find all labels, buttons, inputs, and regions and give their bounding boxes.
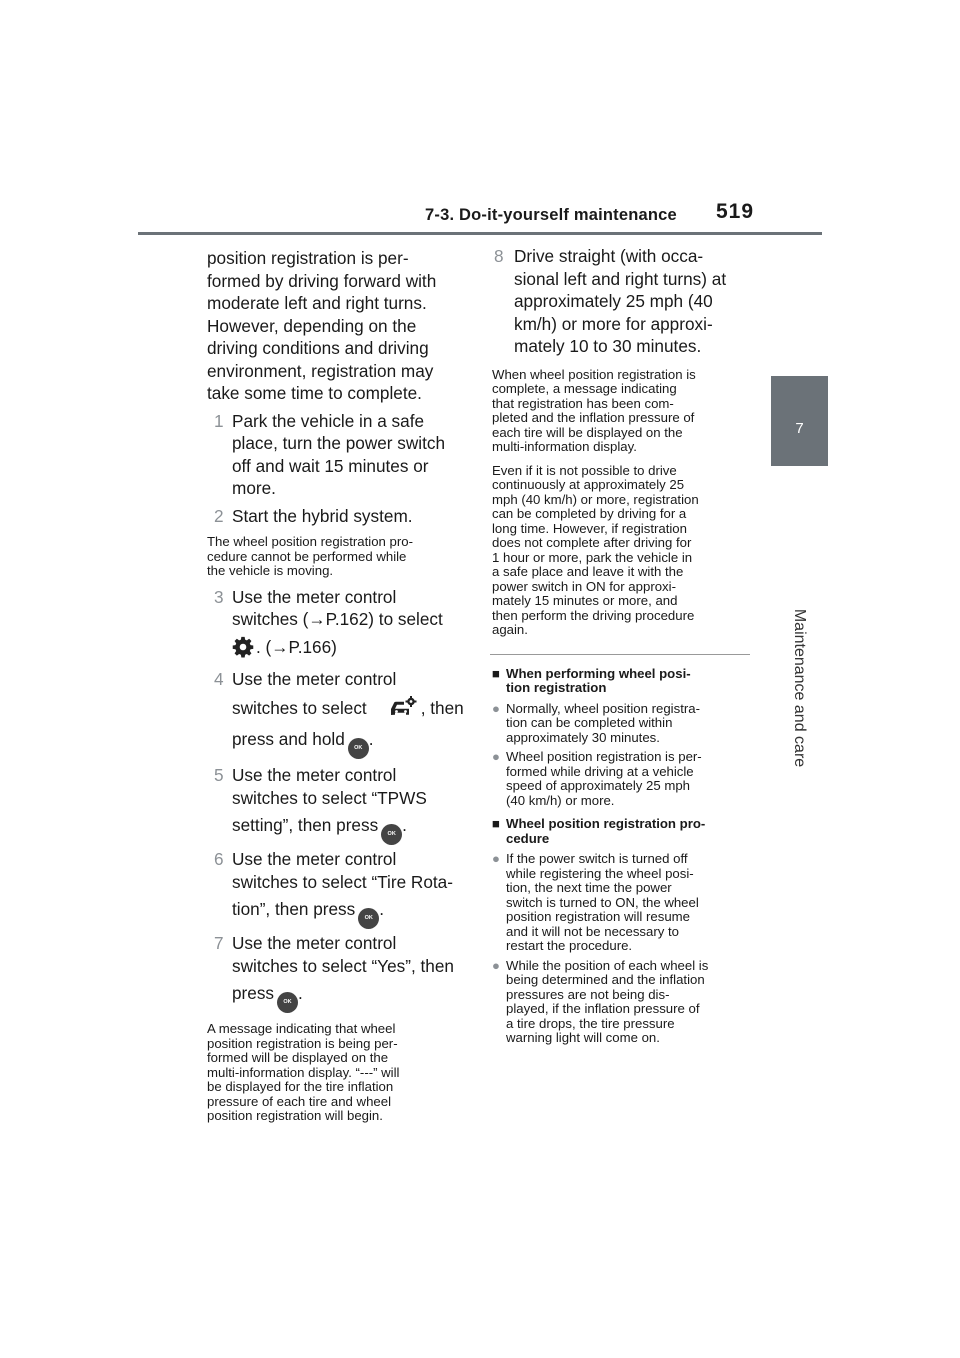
chapter-number: 7 (795, 420, 804, 437)
circle-bullet-icon: ● (492, 851, 500, 866)
step-number: 1 (214, 410, 224, 431)
bullet-item: ● Normally, wheel position registra- tion can be completed within approximately 30 minutes. (492, 700, 700, 745)
right-column (492, 245, 750, 1046)
step-5: 5 Use the meter control switches to select “TPWS setting”, then press OK . (207, 764, 469, 845)
section-heading-performing: ■ When performing wheel posi- tion registration (492, 665, 691, 695)
step-number: 2 (214, 505, 224, 526)
step-8: 8 Drive straight (with occa- sional left and right turns) at approximately 25 mph (40 km/h) or more for approxi- mately 10 to 30 minutes. (494, 246, 727, 356)
header-rule (138, 232, 822, 235)
square-bullet-icon: ■ (492, 665, 500, 681)
step-number: 4 (214, 669, 224, 689)
section-title: 7-3. Do-it-yourself maintenance (425, 206, 677, 224)
car-settings-icon (389, 696, 417, 724)
note-long-drive: Even if it is not possible to drive continuously at approximately 25 mph (40 km/h) or more, registration can be completed by driving for a long time. However, if registration does not complete after driving for 1 hour or more, park the vehicle in a safe place and leave it with the power switch in ON for approxi- mately 15 minutes or more, and then perform the driving procedure again. (492, 462, 699, 637)
step-2: 2 Start the hybrid system. (214, 505, 413, 526)
ok-button-icon: OK (381, 824, 402, 845)
step-number: 5 (214, 765, 224, 785)
section-divider (490, 654, 750, 655)
step-number: 8 (494, 246, 504, 266)
note-moving: The wheel position registration pro- cedure cannot be performed while the vehicle is moving. (207, 534, 413, 578)
bullet-item: ● If the power switch is turned off while registering the wheel posi- tion, the next time the power switch is turned to ON, the wheel position registration will resume and it will not be necessary to restart the procedure. (492, 851, 699, 953)
step-number: 6 (214, 849, 224, 869)
note-registration-begins: A message indicating that wheel position registration is being per- formed will be displayed on the multi-information display. “---” will be displayed for the tire inflation pressure of each tire and wheel position registration will begin. (207, 1021, 400, 1123)
bullet-item: ● While the position of each wheel is being determined and the inflation pressures are not being dis- played, if the inflation pressure of a tire drops, the tire pressure warning light will come on. (492, 957, 709, 1045)
step-number: 7 (214, 933, 224, 953)
note-complete: When wheel position registration is complete, a message indicating that registration has been com- pleted and the inflation pressure of each tire will be displayed on the multi-information display. (492, 366, 696, 454)
step-7: 7 Use the meter control switches to select “Yes”, then press OK . (207, 932, 469, 1013)
section-heading-procedure: ■ Wheel position registration pro- cedure (492, 816, 706, 846)
ok-button-icon: OK (358, 908, 379, 929)
step-1: 1 Park the vehicle in a safe place, turn the power switch off and wait 15 minutes or more. (214, 410, 446, 498)
circle-bullet-icon: ● (492, 749, 500, 764)
ok-button-icon: OK (348, 738, 369, 759)
step-number: 3 (214, 586, 224, 607)
square-bullet-icon: ■ (492, 816, 500, 831)
intro-paragraph: position registration is per- formed by driving forward with moderate left and right turns. However, depending on the driving conditions and driving environment, registration may take some time to complete. (207, 248, 437, 403)
gear-icon (232, 636, 254, 664)
ok-button-icon: OK (277, 992, 298, 1013)
chapter-title: Maintenance and care (791, 608, 808, 768)
left-column (207, 245, 469, 1124)
step-6: 6 Use the meter control switches to select “Tire Rota- tion”, then press OK . (207, 848, 469, 929)
circle-bullet-icon: ● (492, 700, 500, 716)
chapter-tab (771, 376, 828, 466)
step-4: 4 Use the meter control switches to select , then press and hold OK . (207, 668, 469, 759)
page-number: 519 (716, 200, 755, 223)
circle-bullet-icon: ● (492, 957, 500, 973)
bullet-item: ● Wheel position registration is per- formed while driving at a vehicle speed of approximately 25 mph (40 km/h) or more. (492, 749, 702, 808)
step-3: 3 Use the meter control switches (→P.162) to select . (→P.166) (207, 586, 469, 664)
